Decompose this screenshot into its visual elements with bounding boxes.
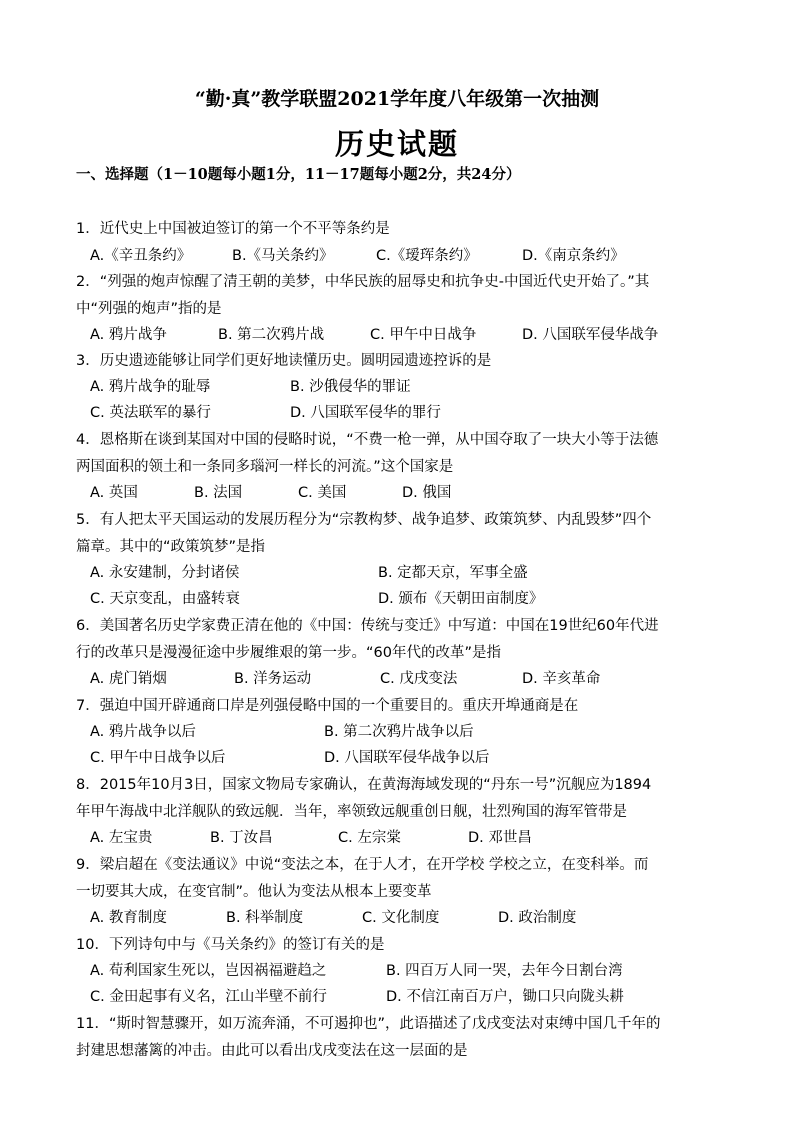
option-d: D. 八国联军侵华的罪行 [290, 405, 441, 421]
option-c: C. 金田起事有义名，江山半壁不前行 [90, 989, 327, 1005]
option-b: B. 科举制度 [226, 910, 304, 926]
option-c: C. 美国 [298, 485, 347, 501]
option-a: A. 虎门销烟 [90, 671, 167, 687]
option-b: B. 洋务运动 [234, 671, 312, 687]
option-a: A.《辛丑条约》 [90, 248, 192, 264]
option-d: D.《南京条约》 [522, 248, 625, 264]
option-d: D. 邓世昌 [468, 830, 532, 846]
option-a: A. 教育制度 [90, 910, 167, 926]
question-9 [76, 852, 726, 905]
option-d: D. 八国联军侵华战争以后 [324, 750, 490, 766]
option-c: C. 英法联军的暴行 [90, 405, 211, 421]
option-c: C. 左宗棠 [338, 830, 401, 846]
option-c: C. 甲午中日战争 [370, 327, 477, 343]
option-a: A. 苟利国家生死以，岂因祸福避趋之 [90, 963, 327, 979]
question-1 [76, 216, 726, 243]
option-b: B. 丁汝昌 [210, 830, 273, 846]
question-text: 8．2015年10月3日，国家文物局专家确认，在黄海海域发现的“丹东一号”沉舰应为1894 [76, 777, 652, 793]
question-6 [76, 613, 726, 666]
question-text: 1．近代史上中国被迫签订的第一个不平等条约是 [76, 221, 390, 237]
option-c: C. 甲午中日战争以后 [90, 750, 226, 766]
option-a: A. 鸦片战争 [90, 327, 167, 343]
question-text: 中“列强的炮声”指的是 [76, 300, 222, 317]
question-4 [76, 427, 726, 480]
question-5 [76, 507, 726, 560]
option-d: D. 不信江南百万户，锄口只向陇头耕 [386, 989, 624, 1005]
option-b: B. 第二次鸦片战争以后 [324, 724, 474, 740]
option-d: D. 八国联军侵华战争 [522, 327, 659, 343]
question-text: 年甲午海战中北洋舰队的致远舰．当年，率领致远舰重创日舰，壮烈殉国的海军管带是 [76, 803, 627, 820]
option-d: D. 俄国 [402, 485, 452, 501]
exam-title: “勤·真”教学联盟2021学年度八年级第一次抽测 [194, 88, 600, 110]
option-c: C. 天京变乱，由盛转衰 [90, 591, 240, 607]
exam-subject-title: 历史试题 [334, 127, 459, 161]
option-a: A. 鸦片战争的耻辱 [90, 379, 211, 395]
question-text: 7．强迫中国开辟通商口岸是列强侵略中国的一个重要目的。重庆开埠通商是在 [76, 698, 579, 714]
option-a: A. 左宝贵 [90, 830, 153, 846]
option-c: C.《瑷珲条约》 [376, 248, 478, 264]
question-7 [76, 693, 726, 720]
question-text: 4．恩格斯在谈到某国对中国的侵略时说，“不费一枪一弹，从中国夺取了一块大小等于法德 [76, 432, 659, 448]
question-10 [76, 932, 726, 959]
section-heading: 一、选择题（1－10题每小题1分，11－17题每小题2分，共24分） [76, 166, 521, 183]
option-b: B. 定都天京，军事全盛 [378, 565, 528, 581]
option-a: A. 永安建制，分封诸侯 [90, 565, 240, 581]
question-text: 5．有人把太平天国运动的发展历程分为“宗教构梦、战争追梦、政策筑梦、内乱毁梦”四个 [76, 512, 652, 528]
question-8 [76, 772, 726, 825]
option-d: D. 政治制度 [498, 910, 577, 926]
option-b: B. 四百万人同一哭，去年今日割台湾 [386, 963, 623, 979]
option-b: B.《马关条约》 [232, 248, 334, 264]
option-c: C. 戊戌变法 [380, 671, 458, 687]
question-text: 篇章。其中的“政策筑梦”是指 [76, 538, 266, 555]
option-b: B. 第二次鸦片战 [218, 327, 325, 343]
option-b: B. 法国 [194, 485, 243, 501]
question-text: 2．“列强的炮声惊醒了清王朝的美梦，中华民族的屈辱史和抗争史-中国近代史开始了。”其 [76, 274, 650, 290]
option-a: A. 鸦片战争以后 [90, 724, 196, 740]
question-text: 两国面积的领土和一条同多瑙河一样长的河流。”这个国家是 [76, 458, 454, 475]
question-text: 9．梁启超在《变法通议》中说“变法之本，在于人才，在开学校 学校之立，在变科举。而 [76, 857, 649, 873]
question-text: 3．历史遗迹能够让同学们更好地读懂历史。圆明园遗迹控诉的是 [76, 353, 492, 369]
question-text: 6．美国著名历史学家费正清在他的《中国：传统与变迁》中写道：中国在19世纪60年代进 [76, 618, 659, 634]
question-text: 行的改革只是漫漫征途中步履维艰的第一步。“60年代的改革”是指 [76, 644, 501, 661]
option-a: A. 英国 [90, 485, 138, 501]
question-2-text [76, 269, 726, 322]
question-3 [76, 348, 726, 375]
option-d: D. 颁布《天朝田亩制度》 [378, 591, 544, 607]
question-text: 封建思想藩篱的冲击。由此可以看出戊戌变法在这一层面的是 [76, 1042, 468, 1059]
question-text: 一切要其大成，在变官制”。他认为变法从根本上要变革 [76, 883, 432, 900]
question-11 [76, 1011, 726, 1064]
option-c: C. 文化制度 [362, 910, 440, 926]
option-b: B. 沙俄侵华的罪证 [290, 379, 411, 395]
option-d: D. 辛亥革命 [522, 671, 601, 687]
question-text: 10．下列诗句中与《马关条约》的签订有关的是 [76, 937, 385, 953]
question-text: 11．“斯时智慧骤开，如万流奔涌，不可遏抑也”，此语描述了戊戌变法对束缚中国几千年的 [76, 1016, 661, 1032]
